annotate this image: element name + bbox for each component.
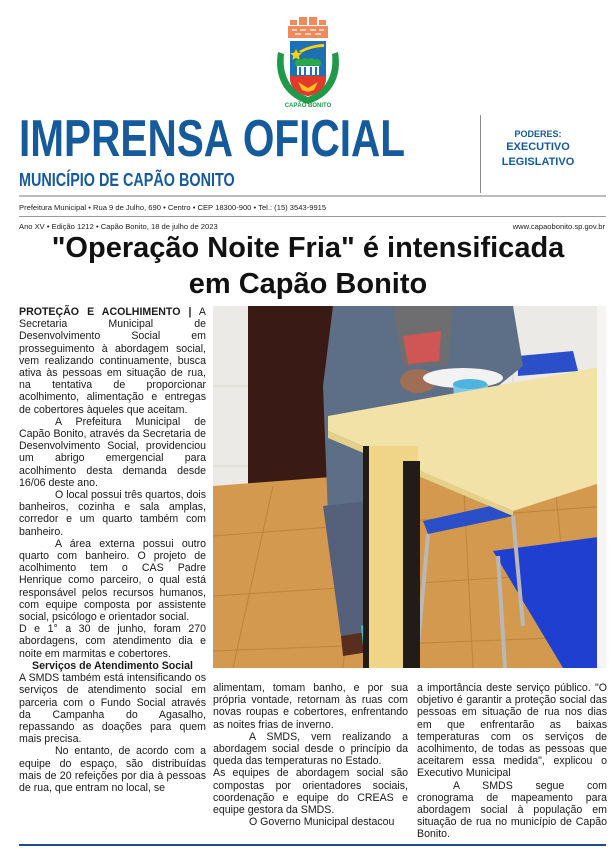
municipality-name: MUNICÍPIO DE CAPÃO BONITO <box>19 170 235 190</box>
paragraph: D e 1° a 30 de junho, foram 270 abordagens, com atendimento dia e noite em marmitas e cobertores. <box>19 623 206 660</box>
publication-title: IMPRENSA OFICIAL <box>19 110 406 168</box>
paragraph: alimentam, tomam banho, e por sua própria vontade, retornam às ruas com novas roupas e cobertores, enfrentando as noites frias de inverno. <box>213 682 408 731</box>
power-executivo: EXECUTIVO <box>506 141 570 153</box>
address-rule <box>19 216 606 217</box>
paragraph: No entanto, de acordo com a equipe do espaço, são distribuídas mais de 20 refeições por dia à pessoas de rua, que entram no local, se <box>19 745 206 794</box>
article-column-2 <box>213 682 408 828</box>
paragraph: A SMDS, vem realizando a abordagem social desde o princípio da queda das temperaturas no Estado. <box>213 730 408 768</box>
headline-line-2: em Capão Bonito <box>188 268 428 300</box>
address-line: Prefeitura Municipal • Rua 9 de Julho, 690 • Centro • CEP 18300-900 • Tel.: (15) 3543-9915 <box>19 203 327 212</box>
powers-label: PODERES: <box>514 129 562 139</box>
website-link[interactable]: www.capaobonito.sp.gov.br <box>512 222 605 231</box>
paragraph: A SMDS segue com cronograma de mapeamento para abordagem social à população em situação de rua no município de Capão Bonito. <box>417 779 607 841</box>
section-subheading: Serviços de Atendimento Social <box>32 659 193 672</box>
paragraph: O local possui três quartos, dois banheiros, cozinha e sala amplas, corredor e um quarto também com banheiro. <box>19 489 206 538</box>
paragraph: As equipes de abordagem social são compostas por orientadores sociais, coordenação e equipe do CREAS e equipe gestora da SMDS. <box>213 767 408 817</box>
header-rule <box>19 195 606 197</box>
power-legislativo: LEGISLATIVO <box>501 156 575 168</box>
svg-text:CAPÃO BONITO: CAPÃO BONITO <box>284 103 332 109</box>
paragraph: A Prefeitura Municipal de Capão Bonito, através da Secretaria de Desenvolvimento Social, providenciou um abrigo emergencial para acolhimento desta demanda desde 16/06 deste ano. <box>19 415 206 489</box>
article-column-1 <box>19 306 206 794</box>
powers-box <box>483 128 593 170</box>
header-divider <box>480 115 481 193</box>
edition-line: Ano XV • Edição 1212 • Capão Bonito, 18 de julho de 2023 <box>19 222 218 231</box>
paragraph: A SMDS também está intensificando os serviços de atendimento social em parceria com o Fundo Social através da Campanha do Agasalho, repassando as doações para quem mais precisa. <box>19 672 206 746</box>
section-lead: PROTEÇÃO E ACOLHIMENTO | <box>19 306 192 318</box>
headline-line-1: "Operação Noite Fria" é intensificada <box>51 232 565 264</box>
paragraph: A área externa possui outro quarto com banheiro. O projeto de acolhimento tem o CAS Padre Henrique como parceiro, o qual está responsável pelos recursos humanos, com equipe composta por assistente social, psicólogo e orientador social. <box>19 537 206 624</box>
paragraph: O Governo Municipal destacou <box>249 816 395 829</box>
coat-of-arms-icon <box>268 14 348 110</box>
paragraph: A Secretaria Municipal de Desenvolvimento Social em prosseguimento à abordagem social, vem realizando continuamente, busca ativa às pessoas em situação de rua, na tentativa de proporcionar acolhimento, alimentação e entregas de cobertores àqueles que aceitam. <box>19 306 206 416</box>
paragraph: a importância deste serviço público. "O objetivo é garantir a proteção social das pessoas em situação de rua nos dias em que enfrentarão as baixas temperaturas com os serviços de acolhimento, de todas as pessoas que aceitarem essa medida", explicou o Executivo Municipal <box>417 682 607 780</box>
footer-rule <box>19 844 606 846</box>
article-column-3 <box>417 682 607 841</box>
article-headline <box>8 230 608 302</box>
article-photo <box>213 306 606 668</box>
